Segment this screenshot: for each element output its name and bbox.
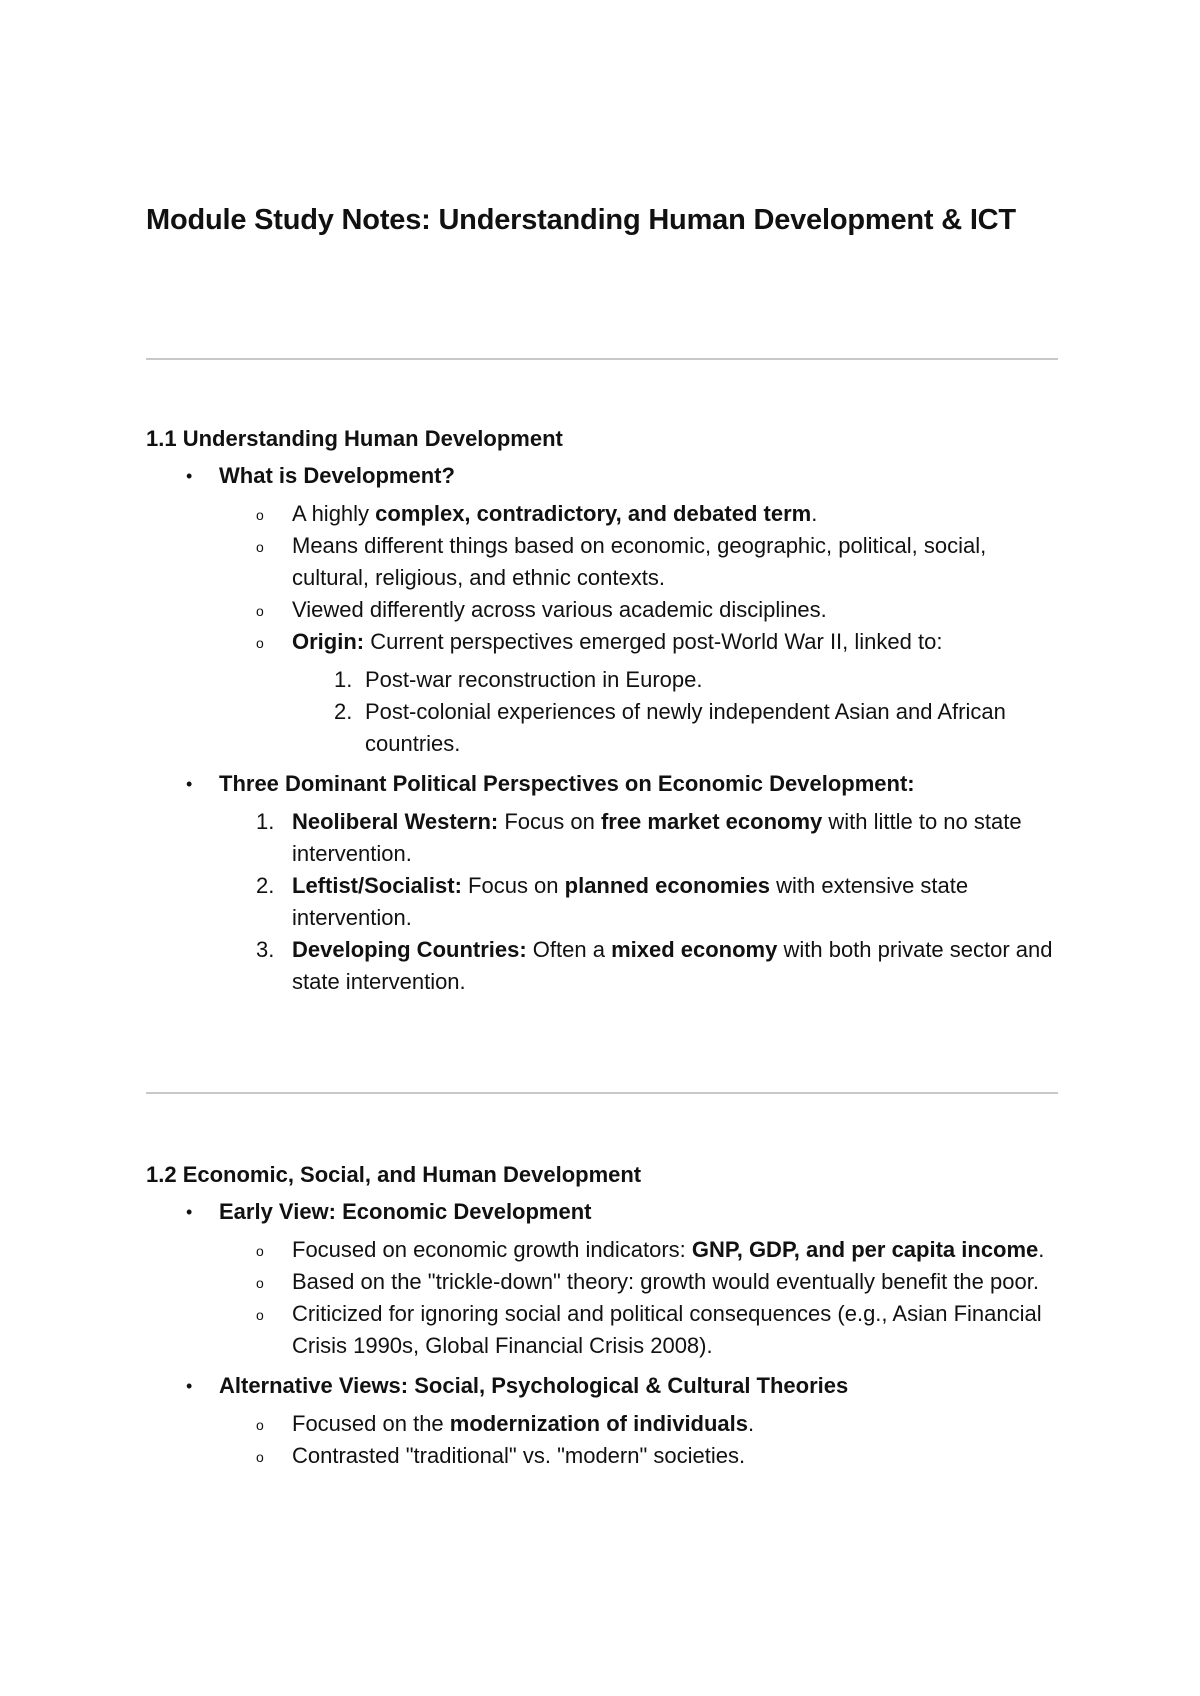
bold-text: GNP, GDP, and per capita income (691, 1237, 1039, 1262)
numbered-list (292, 664, 1066, 760)
bold-text: complex, contradictory, and debated term (375, 501, 812, 526)
bold-text: Origin: (292, 629, 365, 654)
section-heading: 1.1 Understanding Human Development (146, 426, 563, 451)
bullet-list (146, 460, 1066, 998)
list-item (219, 1266, 1066, 1298)
list-item (146, 1370, 1066, 1472)
text: Based on the "trickle-down" theory: growth would eventually benefit the poor. (292, 1269, 1039, 1294)
bullet-list (146, 1196, 1066, 1472)
bold-text: planned economies (564, 873, 771, 898)
bold-text: Developing Countries: (292, 937, 527, 962)
sub-bullet-list (219, 1408, 1066, 1472)
number-marker: 3. (256, 937, 275, 962)
sub-bullet-list (219, 1234, 1066, 1362)
number-marker: 2. (256, 873, 275, 898)
text: Often a (526, 937, 612, 962)
text: Means different things based on economic, geographic, political, social, cultural, religious, and ethnic contexts. (292, 533, 987, 590)
horizontal-rule (146, 358, 1058, 360)
list-item-heading: Three Dominant Political Perspectives on Economic Development: (219, 771, 915, 796)
section-1-2 (146, 1160, 1066, 1480)
text: Post-war reconstruction in Europe. (365, 667, 703, 692)
list-item (146, 1196, 1066, 1362)
list-item-heading: Early View: Economic Development (219, 1199, 592, 1224)
sub-bullet-marker: o (256, 1307, 264, 1323)
text: Criticized for ignoring social and political consequences (e.g., Asian Financial Crisis 1990s, Global Financial Crisis 2008). (292, 1301, 1042, 1358)
bold-text: modernization of individuals (449, 1411, 749, 1436)
bold-text: mixed economy (611, 937, 778, 962)
bold-text: Neoliberal Western: (292, 809, 499, 834)
section-1-1 (146, 424, 1066, 1000)
sub-bullet-marker: o (256, 507, 264, 523)
list-item-heading: What is Development? (219, 463, 455, 488)
list-item (219, 870, 1066, 934)
text: . (748, 1411, 755, 1436)
bold-text: free market economy (600, 809, 823, 834)
list-item (219, 530, 1066, 594)
text: A highly (292, 501, 376, 526)
text: Focus on (461, 873, 565, 898)
bullet-marker: • (186, 1376, 193, 1396)
sub-bullet-marker: o (256, 603, 264, 619)
sub-bullet-list (219, 498, 1066, 760)
page-title: Module Study Notes: Understanding Human Development & ICT (146, 204, 1016, 236)
text: . (1038, 1237, 1045, 1262)
list-item (219, 806, 1066, 870)
list-item (219, 1298, 1066, 1362)
sub-bullet-marker: o (256, 1449, 264, 1465)
list-item (219, 594, 1066, 626)
list-item (292, 664, 1066, 696)
list-item (292, 696, 1066, 760)
bold-text: Leftist/Socialist: (292, 873, 462, 898)
number-marker: 1. (334, 667, 353, 692)
text: Contrasted "traditional" vs. "modern" societies. (292, 1443, 746, 1468)
list-item (219, 1440, 1066, 1472)
list-item (219, 1408, 1066, 1440)
sub-bullet-marker: o (256, 1417, 264, 1433)
bullet-marker: • (186, 774, 193, 794)
list-item (146, 768, 1066, 998)
text: Viewed differently across various academic disciplines. (292, 597, 827, 622)
list-item (219, 934, 1066, 998)
list-item-heading: Alternative Views: Social, Psychological & Cultural Theories (219, 1373, 849, 1398)
text: Focused on the (292, 1411, 450, 1436)
list-item (146, 460, 1066, 760)
sub-bullet-marker: o (256, 539, 264, 555)
text: with both private sector and state intervention. (292, 937, 1053, 994)
text: Focused on economic growth indicators: (292, 1237, 692, 1262)
section-heading: 1.2 Economic, Social, and Human Development (146, 1162, 642, 1187)
bullet-marker: • (186, 466, 193, 486)
sub-bullet-marker: o (256, 635, 264, 651)
text: Post-colonial experiences of newly independent Asian and African countries. (365, 699, 1006, 756)
numbered-list (219, 806, 1066, 998)
number-marker: 1. (256, 809, 275, 834)
text: . (811, 501, 818, 526)
text: Focus on (498, 809, 601, 834)
number-marker: 2. (334, 699, 353, 724)
list-item (219, 626, 1066, 760)
list-item (219, 1234, 1066, 1266)
list-item (219, 498, 1066, 530)
sub-bullet-marker: o (256, 1275, 264, 1291)
bullet-marker: • (186, 1202, 193, 1222)
horizontal-rule (146, 1092, 1058, 1094)
sub-bullet-marker: o (256, 1243, 264, 1259)
text: with extensive state intervention. (292, 873, 969, 930)
text: Current perspectives emerged post-World War II, linked to: (364, 629, 943, 654)
text: with little to no state intervention. (292, 809, 1022, 866)
